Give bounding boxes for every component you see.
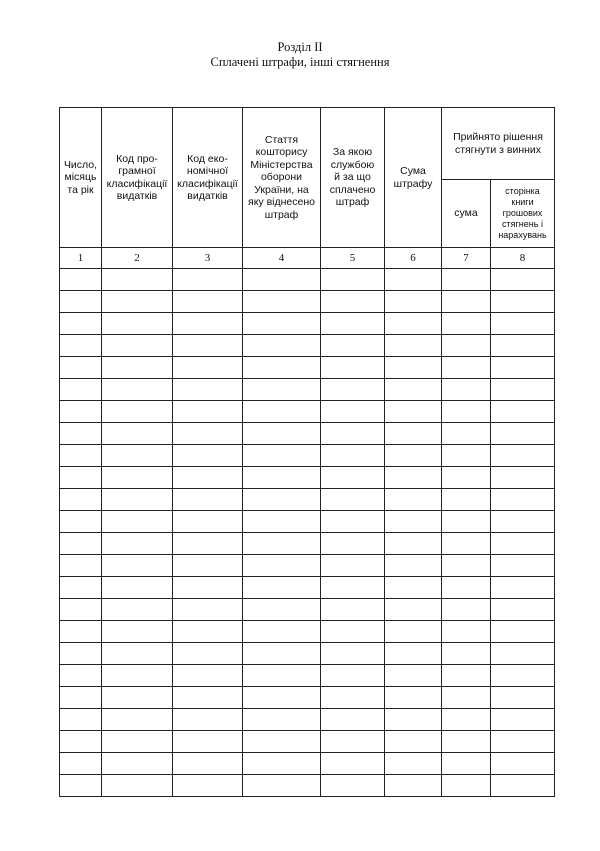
table-cell bbox=[173, 489, 243, 511]
table-cell bbox=[385, 731, 442, 753]
table-cell bbox=[385, 555, 442, 577]
table-cell bbox=[491, 555, 555, 577]
table-cell bbox=[60, 489, 102, 511]
table-cell bbox=[102, 313, 173, 335]
table-cell bbox=[173, 423, 243, 445]
table-cell bbox=[60, 643, 102, 665]
table-cell bbox=[491, 291, 555, 313]
table-cell bbox=[173, 379, 243, 401]
table-cell bbox=[243, 401, 321, 423]
table-cell bbox=[173, 599, 243, 621]
table-cell bbox=[243, 533, 321, 555]
table-cell bbox=[321, 577, 385, 599]
table-cell bbox=[491, 269, 555, 291]
table-cell bbox=[60, 445, 102, 467]
table-cell bbox=[442, 379, 491, 401]
table-cell bbox=[385, 775, 442, 797]
table-row bbox=[60, 643, 555, 665]
table-cell bbox=[243, 687, 321, 709]
table-cell bbox=[60, 555, 102, 577]
table-cell bbox=[243, 467, 321, 489]
table-cell bbox=[60, 291, 102, 313]
column-number: 4 bbox=[243, 248, 321, 269]
table-cell bbox=[102, 687, 173, 709]
table-cell bbox=[491, 709, 555, 731]
table-cell bbox=[385, 665, 442, 687]
table-cell bbox=[385, 489, 442, 511]
table-cell bbox=[385, 291, 442, 313]
table-cell bbox=[442, 401, 491, 423]
table-cell bbox=[243, 643, 321, 665]
table-cell bbox=[243, 753, 321, 775]
table-row bbox=[60, 753, 555, 775]
table-cell bbox=[60, 753, 102, 775]
table-cell bbox=[491, 467, 555, 489]
table-cell bbox=[60, 709, 102, 731]
table-cell bbox=[491, 533, 555, 555]
header-decision-group: Прийнято рішення стягнути з винних bbox=[442, 108, 555, 180]
table-cell bbox=[102, 401, 173, 423]
table-cell bbox=[173, 335, 243, 357]
table-row bbox=[60, 489, 555, 511]
table-cell bbox=[385, 687, 442, 709]
table-row bbox=[60, 709, 555, 731]
table-cell bbox=[60, 423, 102, 445]
table-cell bbox=[321, 379, 385, 401]
table-cell bbox=[442, 335, 491, 357]
table-cell bbox=[385, 379, 442, 401]
table-cell bbox=[491, 423, 555, 445]
table-cell bbox=[385, 357, 442, 379]
table-cell bbox=[491, 643, 555, 665]
table-cell bbox=[243, 313, 321, 335]
table-row bbox=[60, 357, 555, 379]
column-number: 8 bbox=[491, 248, 555, 269]
table-cell bbox=[243, 423, 321, 445]
column-number: 5 bbox=[321, 248, 385, 269]
table-cell bbox=[173, 775, 243, 797]
table-cell bbox=[321, 401, 385, 423]
table-cell bbox=[321, 665, 385, 687]
table-row bbox=[60, 379, 555, 401]
table-cell bbox=[243, 357, 321, 379]
header-sum: сума bbox=[442, 180, 491, 248]
table-cell bbox=[173, 269, 243, 291]
table-cell bbox=[491, 665, 555, 687]
table-cell bbox=[60, 357, 102, 379]
header-program-code: Код про- грамної класифікації видатків bbox=[102, 108, 173, 248]
column-number: 3 bbox=[173, 248, 243, 269]
table-cell bbox=[102, 423, 173, 445]
table-cell bbox=[173, 401, 243, 423]
table-cell bbox=[102, 489, 173, 511]
table-cell bbox=[442, 753, 491, 775]
table-cell bbox=[321, 599, 385, 621]
table-cell bbox=[60, 467, 102, 489]
table-cell bbox=[173, 577, 243, 599]
table-cell bbox=[173, 731, 243, 753]
table-row bbox=[60, 775, 555, 797]
table-cell bbox=[243, 379, 321, 401]
table-cell bbox=[60, 665, 102, 687]
table-cell bbox=[321, 269, 385, 291]
table-cell bbox=[243, 445, 321, 467]
table-cell bbox=[321, 555, 385, 577]
table-cell bbox=[243, 665, 321, 687]
table-cell bbox=[385, 533, 442, 555]
table-cell bbox=[385, 511, 442, 533]
table-cell bbox=[491, 753, 555, 775]
table-cell bbox=[491, 775, 555, 797]
table-cell bbox=[491, 445, 555, 467]
table-cell bbox=[60, 599, 102, 621]
table-cell bbox=[243, 621, 321, 643]
table-cell bbox=[321, 357, 385, 379]
table-cell bbox=[385, 621, 442, 643]
table-cell bbox=[102, 445, 173, 467]
table-cell bbox=[385, 753, 442, 775]
table-cell bbox=[243, 599, 321, 621]
table-cell bbox=[173, 753, 243, 775]
table-cell bbox=[442, 687, 491, 709]
table-cell bbox=[321, 753, 385, 775]
table-row bbox=[60, 423, 555, 445]
table-cell bbox=[321, 775, 385, 797]
table-cell bbox=[442, 709, 491, 731]
table-cell bbox=[385, 445, 442, 467]
table-cell bbox=[442, 269, 491, 291]
table-cell bbox=[173, 357, 243, 379]
table-cell bbox=[491, 731, 555, 753]
table-cell bbox=[60, 269, 102, 291]
table-cell bbox=[442, 489, 491, 511]
table-cell bbox=[385, 423, 442, 445]
table-cell bbox=[442, 775, 491, 797]
table-cell bbox=[321, 445, 385, 467]
header-ledger-page: сторінка книги грошових стягнень і нарахувань bbox=[491, 180, 555, 248]
table-cell bbox=[442, 445, 491, 467]
table-cell bbox=[442, 555, 491, 577]
table-cell bbox=[60, 775, 102, 797]
table-cell bbox=[442, 665, 491, 687]
table-cell bbox=[173, 533, 243, 555]
table-cell bbox=[243, 335, 321, 357]
header-service-reason: За якою службою й за що сплачено штраф bbox=[321, 108, 385, 248]
table-cell bbox=[173, 643, 243, 665]
table-cell bbox=[60, 335, 102, 357]
table-cell bbox=[243, 709, 321, 731]
table-cell bbox=[321, 621, 385, 643]
table-cell bbox=[173, 621, 243, 643]
table-cell bbox=[321, 467, 385, 489]
table-cell bbox=[243, 269, 321, 291]
table-cell bbox=[173, 709, 243, 731]
table-cell bbox=[102, 577, 173, 599]
table-row bbox=[60, 445, 555, 467]
table-cell bbox=[442, 577, 491, 599]
table-cell bbox=[102, 709, 173, 731]
table-cell bbox=[491, 379, 555, 401]
table-cell bbox=[173, 467, 243, 489]
table-cell bbox=[102, 599, 173, 621]
table-cell bbox=[321, 423, 385, 445]
table-cell bbox=[173, 291, 243, 313]
table-cell bbox=[385, 709, 442, 731]
table-cell bbox=[102, 291, 173, 313]
table-cell bbox=[173, 313, 243, 335]
table-cell bbox=[60, 731, 102, 753]
table-cell bbox=[385, 313, 442, 335]
table-cell bbox=[102, 335, 173, 357]
section-title: Розділ II bbox=[277, 40, 323, 54]
table-cell bbox=[491, 313, 555, 335]
table-cell bbox=[102, 533, 173, 555]
table-cell bbox=[321, 643, 385, 665]
table-cell bbox=[173, 445, 243, 467]
table-cell bbox=[173, 555, 243, 577]
table-cell bbox=[491, 489, 555, 511]
table-cell bbox=[173, 665, 243, 687]
table-cell bbox=[60, 621, 102, 643]
table-cell bbox=[491, 401, 555, 423]
table-cell bbox=[102, 511, 173, 533]
fines-table bbox=[59, 107, 555, 797]
table-cell bbox=[321, 291, 385, 313]
table-cell bbox=[243, 577, 321, 599]
table-cell bbox=[321, 489, 385, 511]
table-cell bbox=[102, 753, 173, 775]
header-date: Число, місяць та рік bbox=[60, 108, 102, 248]
table-cell bbox=[385, 643, 442, 665]
table-cell bbox=[491, 357, 555, 379]
table-cell bbox=[385, 467, 442, 489]
table-row bbox=[60, 313, 555, 335]
table-cell bbox=[321, 533, 385, 555]
table-row bbox=[60, 467, 555, 489]
column-number: 1 bbox=[60, 248, 102, 269]
table-cell bbox=[442, 357, 491, 379]
table-cell bbox=[60, 511, 102, 533]
table-cell bbox=[60, 687, 102, 709]
table-cell bbox=[491, 687, 555, 709]
table-cell bbox=[442, 621, 491, 643]
table-cell bbox=[321, 709, 385, 731]
header-budget-article: Стаття кошторису Міністерства оборони України, на яку віднесено штраф bbox=[243, 108, 321, 248]
table-cell bbox=[173, 511, 243, 533]
table-cell bbox=[102, 379, 173, 401]
table-cell bbox=[243, 775, 321, 797]
section-subtitle: Сплачені штрафи, інші стягнення bbox=[210, 55, 390, 69]
table-cell bbox=[491, 511, 555, 533]
table-cell bbox=[243, 291, 321, 313]
table-row bbox=[60, 269, 555, 291]
table-cell bbox=[321, 335, 385, 357]
section-header bbox=[0, 40, 600, 70]
header-fine-amount: Сума штрафу bbox=[385, 108, 442, 248]
column-number: 2 bbox=[102, 248, 173, 269]
table-cell bbox=[385, 577, 442, 599]
table-cell bbox=[491, 599, 555, 621]
table-row bbox=[60, 335, 555, 357]
table-row bbox=[60, 533, 555, 555]
table-row bbox=[60, 555, 555, 577]
table-cell bbox=[243, 731, 321, 753]
column-number: 7 bbox=[442, 248, 491, 269]
table-cell bbox=[442, 643, 491, 665]
table-cell bbox=[321, 687, 385, 709]
table-cell bbox=[442, 423, 491, 445]
table-cell bbox=[102, 775, 173, 797]
table-cell bbox=[60, 313, 102, 335]
table-cell bbox=[243, 555, 321, 577]
table-cell bbox=[102, 269, 173, 291]
table-cell bbox=[102, 467, 173, 489]
table-cell bbox=[102, 665, 173, 687]
table-cell bbox=[442, 291, 491, 313]
table-cell bbox=[385, 401, 442, 423]
table-cell bbox=[491, 335, 555, 357]
table-cell bbox=[243, 489, 321, 511]
table-cell bbox=[385, 599, 442, 621]
table-row bbox=[60, 291, 555, 313]
table-row bbox=[60, 687, 555, 709]
table-cell bbox=[102, 555, 173, 577]
table-cell bbox=[442, 533, 491, 555]
table-cell bbox=[442, 511, 491, 533]
table-cell bbox=[442, 599, 491, 621]
table-row bbox=[60, 621, 555, 643]
table-cell bbox=[442, 467, 491, 489]
table-cell bbox=[321, 313, 385, 335]
table-row bbox=[60, 401, 555, 423]
table-cell bbox=[102, 731, 173, 753]
table-cell bbox=[243, 511, 321, 533]
column-number: 6 bbox=[385, 248, 442, 269]
table-cell bbox=[385, 269, 442, 291]
table-row bbox=[60, 511, 555, 533]
table-cell bbox=[385, 335, 442, 357]
table-row bbox=[60, 731, 555, 753]
table-cell bbox=[491, 621, 555, 643]
column-number-row bbox=[60, 248, 555, 269]
table-cell bbox=[173, 687, 243, 709]
table-cell bbox=[102, 621, 173, 643]
table-cell bbox=[60, 577, 102, 599]
header-economic-code: Код еко- номічної класифікації видатків bbox=[173, 108, 243, 248]
table-row bbox=[60, 599, 555, 621]
table-cell bbox=[321, 511, 385, 533]
table-cell bbox=[102, 643, 173, 665]
table-cell bbox=[60, 401, 102, 423]
table-row bbox=[60, 577, 555, 599]
table-cell bbox=[321, 731, 385, 753]
table-cell bbox=[442, 313, 491, 335]
table-cell bbox=[491, 577, 555, 599]
table-row bbox=[60, 665, 555, 687]
table-cell bbox=[102, 357, 173, 379]
table-cell bbox=[60, 379, 102, 401]
table-cell bbox=[60, 533, 102, 555]
table-cell bbox=[442, 731, 491, 753]
